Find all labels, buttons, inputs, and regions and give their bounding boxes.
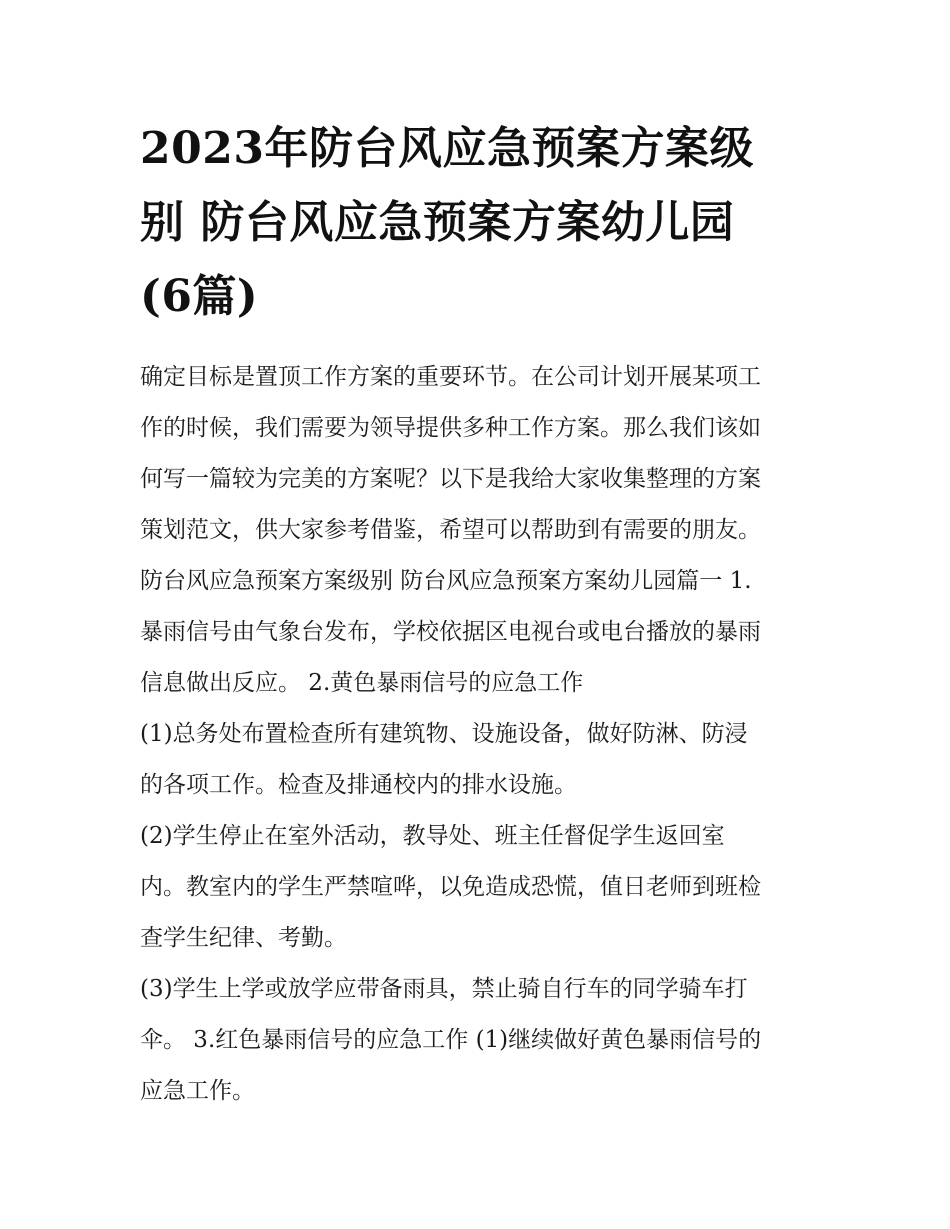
body-line: 内。教室内的学生严禁喧哗，以免造成恐慌，值日老师到班检 — [140, 874, 761, 900]
body-line: 策划范文，供大家参考借鉴，希望可以帮助到有需要的朋友。 — [140, 517, 761, 543]
body-line: (2)学生停止在室外活动，教导处、班主任督促学生返回室 — [140, 823, 725, 849]
title-line: 2023年防台风应急预案方案级 — [140, 123, 754, 174]
body-line: 应急工作。 — [140, 1078, 255, 1104]
body-line: (3)学生上学或放学应带备雨具，禁止骑自行车的同学骑车打 — [140, 976, 748, 1002]
body-line: 查学生纪律、考勤。 — [140, 925, 347, 951]
document-body — [140, 352, 820, 1117]
title-line: (6篇) — [140, 271, 259, 322]
body-line: 确定目标是置顶工作方案的重要环节。在公司计划开展某项工 — [140, 364, 761, 390]
body-line: 作的时候，我们需要为领导提供多种工作方案。那么我们该如 — [140, 415, 761, 441]
body-line: 何写一篇较为完美的方案呢？以下是我给大家收集整理的方案 — [140, 466, 761, 492]
title-line: 别 防台风应急预案方案幼儿园 — [140, 197, 735, 248]
body-line: 防台风应急预案方案级别 防台风应急预案方案幼儿园篇一 1. — [140, 568, 752, 594]
document-page — [140, 112, 820, 1117]
document-title — [140, 112, 820, 334]
body-line: (1)总务处布置检查所有建筑物、设施设备，做好防淋、防浸 — [140, 721, 748, 747]
body-line: 的各项工作。检查及排通校内的排水设施。 — [140, 772, 577, 798]
body-line: 伞。 3.红色暴雨信号的应急工作 (1)继续做好黄色暴雨信号的 — [140, 1027, 762, 1053]
body-line: 信息做出反应。 2.黄色暴雨信号的应急工作 — [140, 670, 584, 696]
body-line: 暴雨信号由气象台发布，学校依据区电视台或电台播放的暴雨 — [140, 619, 761, 645]
